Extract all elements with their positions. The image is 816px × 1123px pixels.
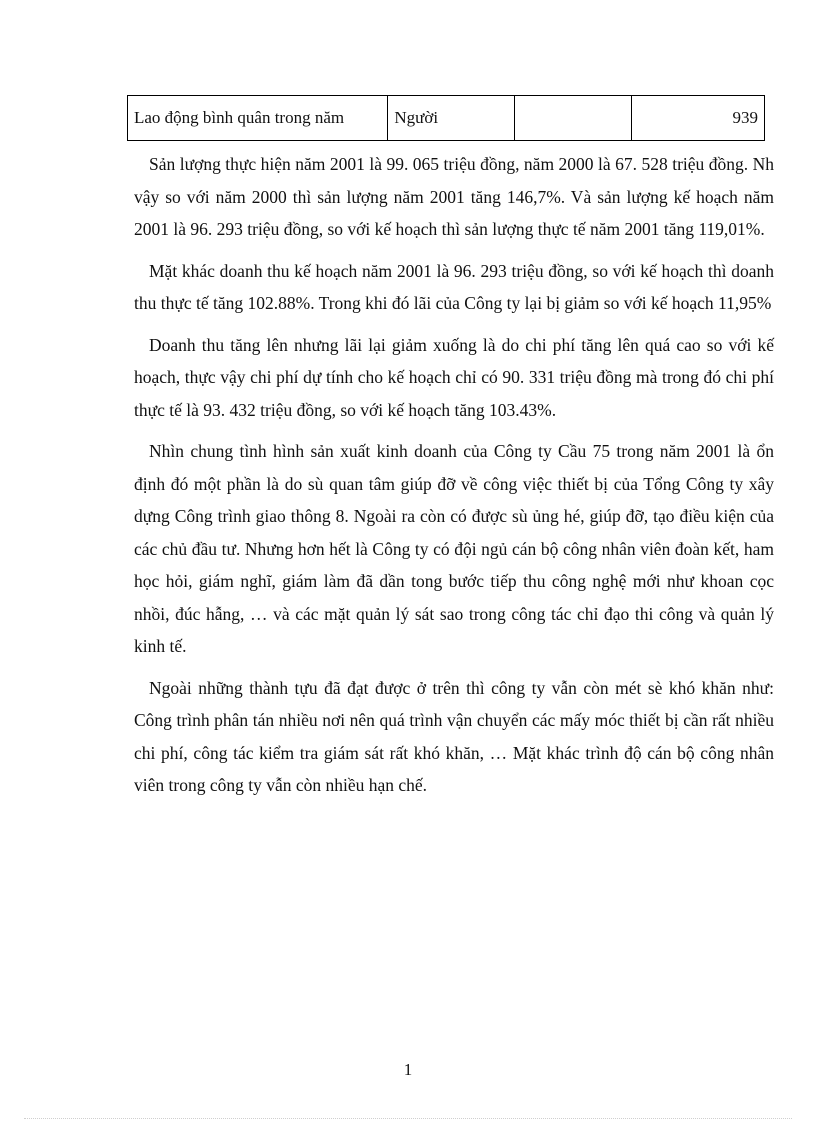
statistics-table [127, 95, 765, 141]
plan-cell [514, 96, 631, 141]
page-number: 1 [403, 1060, 413, 1079]
paragraph-general-assessment: Nhìn chung tình hình sản xuất kinh doanh của Công ty Cầu 75 trong năm 2001 là ổn định đó một phần là do sù quan tâm giúp đỡ về công việc thiết bị của Tổng Công ty xây dựng Công trình giao thông 8. Ngoài ra còn có được sù ủng hé, giúp đỡ, tạo điều kiện của các chủ đầu tư. Nhưng hơn hết là Công ty có đội ngủ cán bộ công nhân viên đoàn kết, ham học hỏi, giám nghĩ, giám làm đã dần tong bước tiếp thu công nghệ mới như khoan cọc nhồi, đúc hẫng, … và các mặt quản lý sát sao trong công tác chỉ đạo thi công và quản lý kinh tế. [134, 441, 774, 656]
table-row [128, 96, 765, 141]
actual-value-cell: 939 [631, 96, 764, 141]
paragraph-output-comparison: Sản lượng thực hiện năm 2001 là 99. 065 triệu đồng, năm 2000 là 67. 528 triệu đồng. Nh vậy so với năm 2000 thì sản lượng năm 2001 tăng 146,7%. Và sản lượng kế hoạch năm 2001 là 96. 293 triệu đồng, so với kế hoạch thì sản lượng thực tế năm 2001 tăng 119,01%. [134, 154, 774, 239]
paragraph-difficulties: Ngoài những thành tựu đã đạt được ở trên thì công ty vẫn còn mét sè khó khăn như: Công trình phân tán nhiều nơi nên quá trình vận chuyển các mấy móc thiết bị cần rất nhiều chi phí, công tác kiểm tra giám sát rất khó khăn, … Mặt khác trình độ cán bộ công nhân viên trong công ty vẫn còn nhiều hạn chế. [134, 677, 774, 795]
body-text [134, 148, 774, 811]
page-divider [24, 1118, 792, 1119]
paragraph-revenue-plan: Mặt khác doanh thu kế hoạch năm 2001 là 96. 293 triệu đồng, so với kế hoạch thì doanh thu thực tế tăng 102.88%. Trong khi đó lãi của Công ty lại bị giảm so với kế hoạch 11,95% [134, 260, 774, 313]
paragraph-cost-analysis: Doanh thu tăng lên nhưng lãi lại giảm xuống là do chi phí tăng lên quá cao so với kế hoạch, thực vậy chi phí dự tính cho kế hoạch chỉ có 90. 331 triệu đồng mà trong đó chi phí thực tế là 93. 432 triệu đồng, so với kế hoạch tăng 103.43%. [134, 334, 774, 420]
unit-cell: Người [388, 96, 514, 141]
row-label-cell: Lao động bình quân trong năm [128, 96, 388, 141]
